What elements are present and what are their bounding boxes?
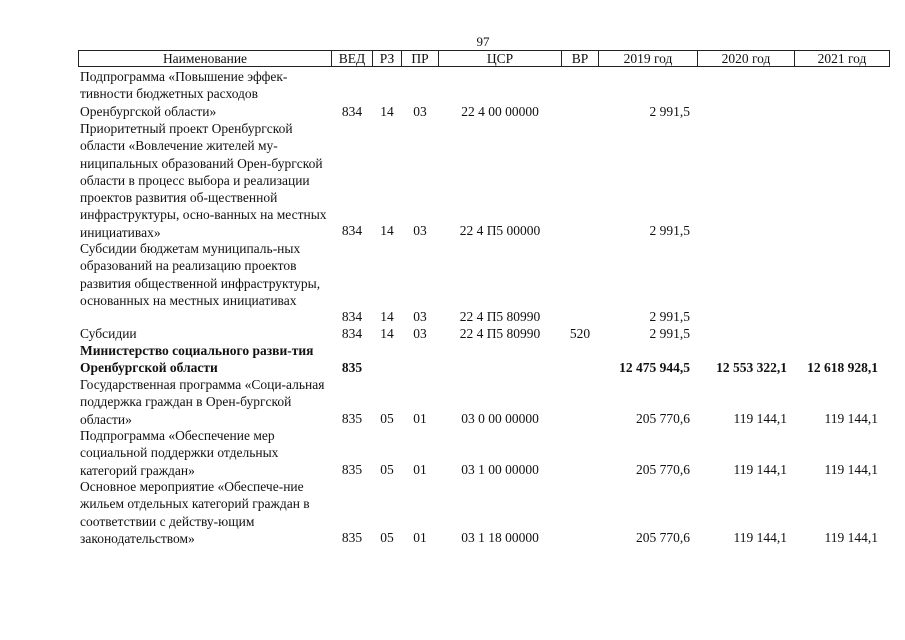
row-csr: 22 4 П5 80990: [459, 326, 541, 341]
row-2021: 119 144,1: [824, 530, 878, 545]
row-2019: 205 770,6: [636, 530, 690, 545]
header-csr: ЦСР: [438, 50, 562, 67]
header-rz: РЗ: [372, 50, 402, 67]
row-rz: 05: [380, 411, 394, 426]
row-rz: 05: [380, 462, 394, 477]
header-2019: 2019 год: [598, 50, 698, 67]
row-2020: 119 144,1: [733, 411, 787, 426]
row-2019: 2 991,5: [649, 309, 690, 324]
row-2020: 119 144,1: [733, 530, 787, 545]
row-name: Приоритетный проект Оренбургской области «Вовлечение жителей му-ниципальных образований Орен-бургской области в процесс выбора и реализации проектов развития об-щественной инфраструктуры, осно-ванных на местных инициативах»: [80, 121, 327, 240]
row-ved: 834: [341, 104, 363, 119]
row-csr: 03 1 18 00000: [461, 530, 539, 545]
row-2019: 2 991,5: [649, 223, 690, 238]
row-name: Министерство социального разви-тия Оренбургской области: [80, 343, 314, 376]
row-rz: 14: [380, 309, 394, 324]
row-pr: 01: [413, 462, 427, 477]
row-ved: 835: [341, 530, 363, 545]
row-rz: 05: [380, 530, 394, 545]
header-ved: ВЕД: [331, 50, 373, 67]
row-name: Подпрограмма «Обеспечение мер социальной поддержки отдельных категорий граждан»: [80, 428, 279, 478]
row-2020: 12 553 322,1: [716, 360, 787, 375]
row-name: Подпрограмма «Повышение эффек-тивности бюджетных расходов Оренбургской области»: [80, 69, 288, 119]
row-ved: 834: [341, 223, 363, 238]
row-csr: 03 0 00 00000: [461, 411, 539, 426]
row-rz: 14: [380, 104, 394, 119]
row-2020: 119 144,1: [733, 462, 787, 477]
header-pr: ПР: [401, 50, 439, 67]
row-name: Субсидии бюджетам муниципаль-ных образований на реализацию проектов развития общественной инфраструктуры, основанных на местных инициативах: [80, 241, 321, 308]
row-vr: 520: [569, 326, 591, 341]
row-rz: 14: [380, 326, 394, 341]
row-csr: 22 4 П5 00000: [459, 223, 541, 238]
row-pr: 01: [413, 530, 427, 545]
row-ved: 834: [341, 326, 363, 341]
row-ved: 835: [341, 360, 363, 375]
page-number: 97: [476, 34, 490, 49]
row-2019: 12 475 944,5: [619, 360, 690, 375]
row-2019: 2 991,5: [649, 326, 690, 341]
row-name: Государственная программа «Соци-альная поддержка граждан в Орен-бургской области»: [80, 377, 325, 427]
row-name: Субсидии: [80, 326, 137, 341]
row-csr: 22 4 00 00000: [461, 104, 539, 119]
row-2021: 12 618 928,1: [807, 360, 878, 375]
row-csr: 22 4 П5 80990: [459, 309, 541, 324]
row-pr: 01: [413, 411, 427, 426]
row-ved: 835: [341, 462, 363, 477]
row-2019: 2 991,5: [649, 104, 690, 119]
row-2019: 205 770,6: [636, 462, 690, 477]
row-csr: 03 1 00 00000: [461, 462, 539, 477]
row-ved: 835: [341, 411, 363, 426]
row-2019: 205 770,6: [636, 411, 690, 426]
row-2021: 119 144,1: [824, 411, 878, 426]
row-ved: 834: [341, 309, 363, 324]
header-vr: ВР: [561, 50, 599, 67]
row-pr: 03: [413, 104, 427, 119]
row-pr: 03: [413, 223, 427, 238]
row-2021: 119 144,1: [824, 462, 878, 477]
header-2021: 2021 год: [794, 50, 890, 67]
header-2020: 2020 год: [697, 50, 795, 67]
row-pr: 03: [413, 326, 427, 341]
row-pr: 03: [413, 309, 427, 324]
row-rz: 14: [380, 223, 394, 238]
header-name: Наименование: [78, 50, 332, 67]
row-name: Основное мероприятие «Обеспече-ние жильем отдельных категорий граждан в соответствии с действу-ющим законодательством»: [80, 479, 310, 546]
